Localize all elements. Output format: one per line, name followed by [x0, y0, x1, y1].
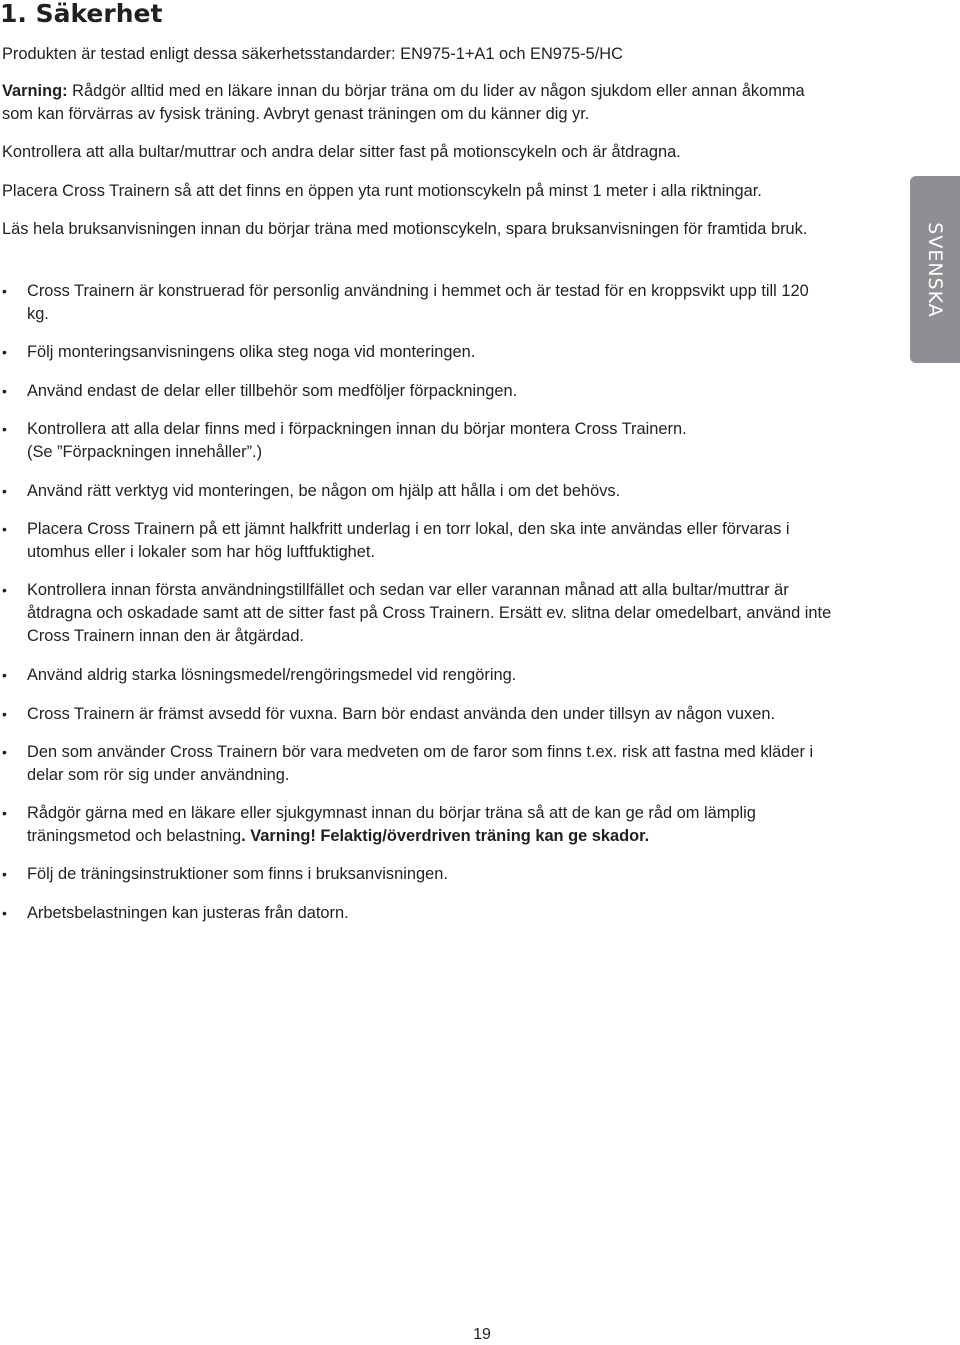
list-item — [2, 380, 852, 403]
paragraph-placement: Placera Cross Trainern så att det finns en öppen yta runt motionscykeln på minst 1 meter i alla riktningar. — [2, 182, 762, 200]
list-item — [2, 280, 852, 326]
warning-text: Rådgör alltid med en läkare innan du börjar träna om du lider av någon sjukdom eller annan åkomma som kan förvärras av fysisk träning. Avbryt genast träningen om du känner dig yr. — [2, 82, 805, 123]
list-item-text: Placera Cross Trainern på ett jämnt halkfritt underlag i en torr lokal, den ska inte användas eller förvaras i utomhus eller i lokaler som har hög luftfuktighet. — [27, 520, 790, 561]
list-item — [2, 902, 852, 925]
bullet-icon: • — [2, 383, 7, 399]
bullet-icon: • — [2, 521, 7, 537]
list-item-text-plain: Rådgör gärna med en läkare eller sjukgymnast innan du börjar träna så att de kan ge råd om lämplig träningsmetod och belastning — [27, 804, 756, 845]
list-item — [2, 802, 852, 848]
bullet-icon: • — [2, 344, 7, 360]
bullet-icon: • — [2, 582, 7, 598]
list-item-text: Använd endast de delar eller tillbehör som medföljer förpackningen. — [27, 382, 518, 400]
list-item — [2, 480, 852, 503]
bullet-icon: • — [2, 283, 7, 299]
list-item — [2, 741, 852, 787]
bullet-icon: • — [2, 421, 7, 437]
bullet-icon: • — [2, 805, 7, 821]
list-item — [2, 418, 852, 464]
list-item-text: Använd rätt verktyg vid monteringen, be någon om hjälp att hålla i om det behövs. — [27, 482, 621, 500]
bullet-icon: • — [2, 905, 7, 921]
list-item-text: Kontrollera innan första användningstillfället och sedan var eller varannan månad att alla bultar/muttrar är åtdragna och oskadade samt att de sitter fast på Cross Trainern. Ersätt ev. slitna delar omedelbart, använd inte Cross Trainern innan den är åtgärdad. — [27, 581, 832, 645]
list-item-text: Kontrollera att alla delar finns med i förpackningen innan du börjar montera Cross Trainern. — [27, 420, 687, 438]
list-item — [2, 579, 852, 648]
list-item-note: (Se ”Förpackningen innehåller”.) — [27, 443, 263, 461]
paragraph-manual: Läs hela bruksanvisningen innan du börjar träna med motionscykeln, spara bruksanvisningen för framtida bruk. — [2, 220, 808, 238]
list-item-text — [27, 802, 827, 848]
language-side-tab — [910, 176, 960, 363]
list-item-text: Cross Trainern är främst avsedd för vuxna. Barn bör endast använda den under tillsyn av någon vuxen. — [27, 705, 776, 723]
page-title: 1. Säkerhet — [0, 0, 163, 28]
language-label: SVENSKA — [924, 221, 946, 318]
list-item-text: Den som använder Cross Trainern bör vara medveten om de faror som finns t.ex. risk att fastna med kläder i delar som rör sig under användning. — [27, 743, 814, 784]
warning-emphasis: . Varning! Felaktig/överdriven träning kan ge skador. — [241, 827, 650, 845]
page-number: 19 — [473, 1326, 491, 1343]
list-item-text: Cross Trainern är konstruerad för personlig användning i hemmet och är testad för en kroppsvikt upp till 120 kg. — [27, 282, 809, 323]
list-item-text: Använd aldrig starka lösningsmedel/rengöringsmedel vid rengöring. — [27, 666, 517, 684]
paragraph-bolts: Kontrollera att alla bultar/muttrar och andra delar sitter fast på motionscykeln och är åtdragna. — [2, 143, 681, 161]
list-item — [2, 863, 852, 886]
warning-paragraph — [2, 80, 832, 126]
list-item — [2, 664, 852, 687]
warning-label: Varning: — [2, 82, 68, 100]
list-item-text: Följ monteringsanvisningens olika steg noga vid monteringen. — [27, 343, 476, 361]
intro-paragraph: Produkten är testad enligt dessa säkerhetsstandarder: EN975-1+A1 och EN975-5/HC — [2, 45, 623, 63]
list-item — [2, 518, 852, 564]
list-item — [2, 703, 852, 726]
list-item-text: Arbetsbelastningen kan justeras från datorn. — [27, 904, 349, 922]
list-item — [2, 341, 852, 364]
bullet-icon: • — [2, 483, 7, 499]
bullet-icon: • — [2, 667, 7, 683]
bullet-icon: • — [2, 866, 7, 882]
bullet-icon: • — [2, 706, 7, 722]
list-item-text: Följ de träningsinstruktioner som finns i bruksanvisningen. — [27, 865, 448, 883]
bullet-icon: • — [2, 744, 7, 760]
